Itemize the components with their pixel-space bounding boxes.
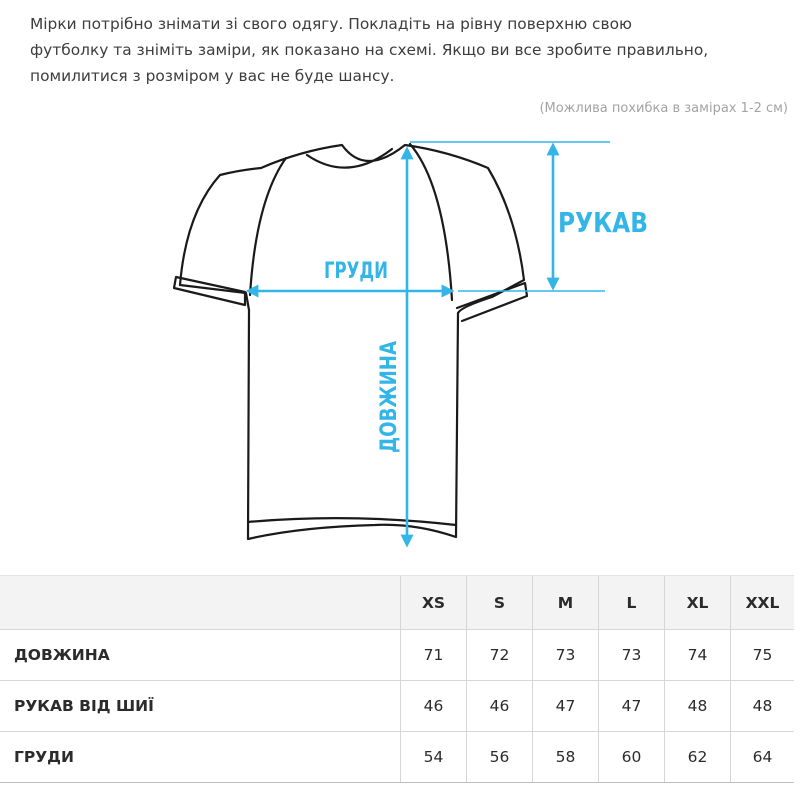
table-cell: 74: [665, 630, 731, 681]
header-empty-cell: [0, 576, 401, 630]
table-cell: 48: [665, 681, 731, 732]
table-cell: 73: [599, 630, 665, 681]
table-cell: 62: [665, 732, 731, 783]
instructions-text: [30, 11, 792, 89]
right-sleeve-cuff: [457, 283, 527, 321]
table-cell: 56: [467, 732, 533, 783]
tshirt-measurement-diagram: [160, 125, 660, 565]
chest-label: ГРУДИ: [324, 259, 388, 284]
sleeve-label: РУКАВ: [558, 206, 648, 239]
instructions-line-1: Мірки потрібно знімати зі свого одягу. Покладіть на рівну поверхню свою: [30, 15, 632, 33]
tshirt-outline: [174, 144, 527, 539]
table-cell: 58: [533, 732, 599, 783]
instructions-line-3: помилитися з розміром у вас не буде шансу.: [30, 67, 395, 85]
left-raglan-seam: [250, 158, 286, 295]
table-cell: 48: [731, 681, 795, 732]
table-cell: 60: [599, 732, 665, 783]
size-s-header: S: [467, 576, 533, 630]
measurement-error-note: (Можлива похибка в замірах 1-2 см): [539, 101, 788, 116]
size-header-row: [0, 576, 794, 630]
size-l-header: L: [599, 576, 665, 630]
length-label: ДОВЖИНА: [377, 317, 402, 453]
table-cell: 71: [401, 630, 467, 681]
row-label-length: ДОВЖИНА: [0, 630, 401, 681]
table-cell: 54: [401, 732, 467, 783]
table-cell: 64: [731, 732, 795, 783]
table-row-chest: [0, 732, 794, 783]
row-label-sleeve: РУКАВ ВІД ШИЇ: [0, 681, 401, 732]
table-row-sleeve: [0, 681, 794, 732]
size-xxl-header: XXL: [731, 576, 795, 630]
size-xl-header: XL: [665, 576, 731, 630]
table-row-length: [0, 630, 794, 681]
table-cell: 75: [731, 630, 795, 681]
table-cell: 47: [533, 681, 599, 732]
neckline: [307, 149, 392, 168]
table-cell: 46: [401, 681, 467, 732]
size-m-header: M: [533, 576, 599, 630]
size-chart-table: [0, 575, 794, 783]
tshirt-body: [180, 145, 524, 539]
table-cell: 46: [467, 681, 533, 732]
hem-line: [248, 518, 456, 525]
row-label-chest: ГРУДИ: [0, 732, 401, 783]
right-raglan-seam: [410, 144, 452, 300]
size-xs-header: XS: [401, 576, 467, 630]
table-cell: 47: [599, 681, 665, 732]
table-cell: 73: [533, 630, 599, 681]
table-cell: 72: [467, 630, 533, 681]
instructions-line-2: футболку та зніміть заміри, як показано на схемі. Якщо ви все зробите правильно,: [30, 41, 709, 59]
